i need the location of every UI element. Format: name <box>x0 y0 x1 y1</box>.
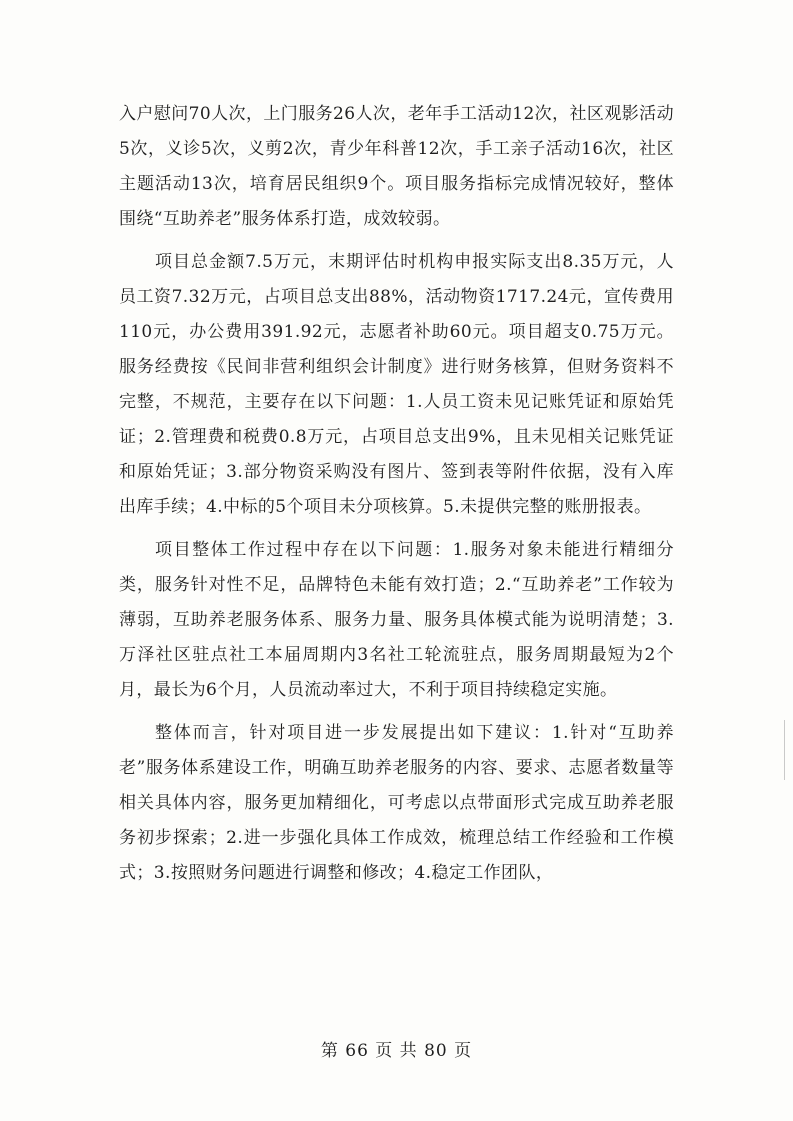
document-body <box>119 97 674 891</box>
page-number: 第 66 页 共 80 页 <box>320 1041 473 1061</box>
paragraph-financial-review: 项目总金额7.5万元，末期评估时机构申报实际支出8.35万元，人员工资7.32万元，占项目总支出88%，活动物资1717.24元，宣传费用110元，办公费用391.92元，志愿者补助60元。项目超支0.75万元。服务经费按《民间非营利组织会计制度》进行财务核算，但财务资料不完整，不规范，主要存在以下问题：1.人员工资未见记账凭证和原始凭证；2.管理费和税费0.8万元，占项目总支出9%，且未见相关记账凭证和原始凭证；3.部分物资采购没有图片、签到表等附件依据，没有入库出库手续；4.中标的5个项目未分项核算。5.未提供完整的账册报表。 <box>119 252 674 517</box>
paragraph-project-issues: 项目整体工作过程中存在以下问题：1.服务对象未能进行精细分类，服务针对性不足，品牌特色未能有效打造；2.“互助养老”工作较为薄弱，互助养老服务体系、服务力量、服务具体模式能为说明清楚；3.万泽社区驻点社工本届周期内3名社工轮流驻点，服务周期最短为2个月，最长为6个月，人员流动率过大，不利于项目持续稳定实施。 <box>119 540 674 700</box>
paragraph-service-summary: 入户慰问70人次，上门服务26人次，老年手工活动12次，社区观影活动5次，义诊5次，义剪2次，青少年科普12次，手工亲子活动16次，社区主题活动13次，培育居民组织9个。项目服务指标完成情况较好，整体围绕“互助养老”服务体系打造，成效较弱。 <box>119 104 674 229</box>
scan-edge-mark <box>784 720 785 780</box>
paragraph-recommendations: 整体而言，针对项目进一步发展提出如下建议：1.针对“互助养老”服务体系建设工作，明确互助养老服务的内容、要求、志愿者数量等相关具体内容，服务更加精细化，可考虑以点带面形式完成互助养老服务初步探索；2.进一步强化具体工作成效，梳理总结工作经验和工作模式；3.按照财务问题进行调整和修改；4.稳定工作团队， <box>119 723 674 883</box>
page-footer <box>0 1036 793 1061</box>
